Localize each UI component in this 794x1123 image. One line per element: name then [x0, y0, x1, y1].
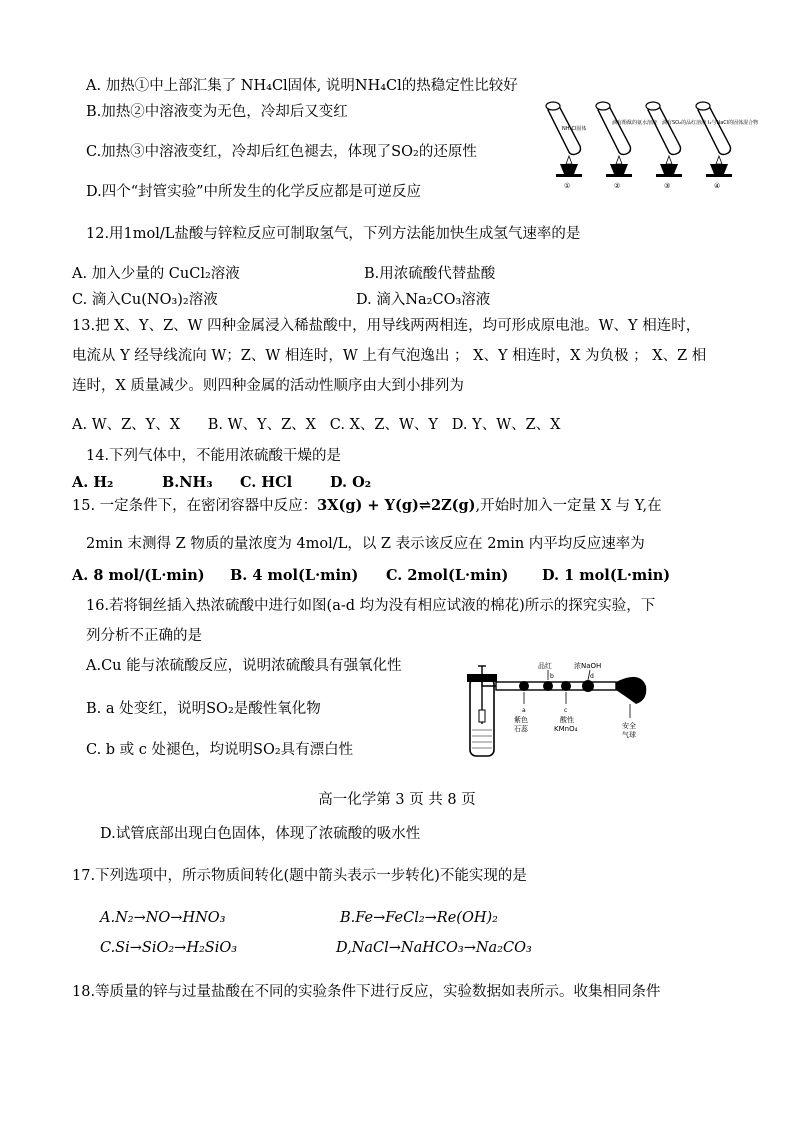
- q15-option-a: A. 8 mol/(L·min): [72, 567, 205, 584]
- q14-option-c: C. HCl: [240, 474, 293, 491]
- q15-stem-post: ,开始时加入一定量 X 与 Y,在: [475, 498, 662, 514]
- q16-apparatus-figure: [462, 660, 662, 758]
- tube-2-label: 滴有酚酞的氨水溶液: [612, 120, 658, 126]
- q15-stem-pre: 15. 一定条件下，在密闭容器中反应：: [72, 498, 318, 514]
- safety-line-2: 气球: [622, 731, 636, 739]
- tube-4-label: I₂与NaCl的固体混合物: [708, 120, 759, 126]
- q13-line-1: 13.把 X、Y、Z、W 四种金属浸入稀盐酸中，用导线两两相连，均可形成原电池。W、Y 相连时，: [72, 318, 701, 334]
- kmno4-line-1: 酸性: [560, 716, 574, 724]
- tube-1-label: NH₄Cl固体: [562, 126, 587, 132]
- q15-option-d: D. 1 mol(L·min): [542, 567, 671, 584]
- q17-option-d: D,NaCl→NaHCO₃→Na₂CO₃: [336, 940, 532, 956]
- q17-option-a: A.N₂→NO→HNO₃: [100, 910, 226, 926]
- q15-option-c: C. 2mol(L·min): [386, 567, 509, 584]
- sealed-tube-1: [546, 102, 586, 190]
- q14-option-d: D. O₂: [330, 474, 372, 491]
- q14-stem: 14.下列气体中，不能用浓硫酸干燥的是: [86, 448, 342, 464]
- q11-sealed-tubes-figure: [540, 98, 759, 190]
- label-pinhong: 品红: [538, 662, 552, 670]
- q12-option-a: A. 加入少量的 CuCl₂溶液: [72, 266, 240, 282]
- tube-4-number: ④: [714, 182, 721, 190]
- safety-balloon: [616, 677, 646, 704]
- tube-3-label: 滴有SO₂的品红溶液: [662, 120, 707, 126]
- q11-option-b: B.加热②中溶液变为无色，冷却后又变红: [86, 104, 348, 120]
- q16-option-c: C. b 或 c 处褪色，均说明SO₂具有漂白性: [86, 742, 354, 758]
- q12-option-c: C. 滴入Cu(NO₃)₂溶液: [72, 292, 218, 308]
- q16-line-1: 16.若将铜丝插入热浓硫酸中进行如图(a-d 均为没有相应试液的棉花)所示的探究实验，下: [86, 598, 656, 614]
- q16-line-2: 列分析不正确的是: [86, 628, 202, 644]
- q15-stem: [72, 496, 662, 516]
- q12-stem: 12.用1mol/L盐酸与锌粒反应可制取氢气，下列方法能加快生成氢气速率的是: [86, 226, 581, 242]
- cotton-a: [519, 681, 529, 691]
- label-safety: [622, 721, 636, 739]
- q17-option-b: B.Fe→FeCl₂→Re(OH)₂: [340, 910, 498, 926]
- sealed-tube-4: [696, 102, 758, 190]
- q12-option-b: B.用浓硫酸代替盐酸: [364, 266, 496, 282]
- q15-line-2: 2min 末测得 Z 物质的量浓度为 4mol/L，以 Z 表示该反应在 2min 内平均反应速率为: [86, 536, 645, 552]
- kmno4-line-2: KMnO₄: [554, 725, 578, 733]
- label-kmno4: [554, 715, 578, 733]
- q13-line-2: 电流从 Y 经导线流向 W；Z、W 相连时，W 上有气泡逸出 ； X、Y 相连时，X 为负极 ； X、Z 相: [72, 348, 707, 364]
- label-d: d: [590, 673, 594, 680]
- cotton-c: [561, 681, 571, 691]
- tube-2-number: ②: [614, 182, 621, 190]
- label-litmus: [514, 715, 529, 733]
- page-footer: 高一化学第 3 页 共 8 页: [318, 792, 476, 808]
- q14-option-b: B.NH₃: [162, 474, 213, 491]
- q15-option-b: B. 4 mol(L·min): [230, 567, 359, 584]
- cotton-b: [543, 681, 553, 691]
- q11-option-d: D.四个“封管实验”中所发生的化学反应都是可逆反应: [86, 184, 422, 200]
- q17-stem: 17.下列选项中，所示物质间转化(题中箭头表示一步转化)不能实现的是: [72, 868, 527, 884]
- litmus-line-1: 紫色: [514, 716, 528, 724]
- q16-option-a: A.Cu 能与浓硫酸反应，说明浓硫酸具有强氧化性: [86, 658, 402, 674]
- q15-equation: 3X(g) + Y(g)⇌2Z(g): [317, 497, 476, 514]
- sealed-tube-2: [596, 102, 657, 190]
- q11-option-c: C.加热③中溶液变红，冷却后红色褪去，体现了SO₂的还原性: [86, 144, 477, 160]
- label-naoh: 浓NaOH: [574, 662, 602, 670]
- q12-option-d: D. 滴入Na₂CO₃溶液: [356, 292, 491, 308]
- safety-line-1: 安全: [622, 722, 636, 730]
- tube-1-number: ①: [564, 182, 571, 190]
- q16-option-b: B. a 处变红，说明SO₂是酸性氧化物: [86, 701, 321, 717]
- sealed-tube-3: [646, 102, 706, 190]
- label-c: c: [564, 707, 568, 714]
- q11-option-a: A. 加热①中上部汇集了 NH₄Cl固体, 说明NH₄Cl的热稳定性比较好: [86, 78, 518, 94]
- litmus-line-2: 石蕊: [514, 725, 528, 733]
- cotton-d: [582, 680, 594, 692]
- label-a: a: [522, 707, 526, 714]
- label-b: b: [550, 673, 554, 680]
- q13-line-3: 连时，X 质量减少。则四种金属的活动性顺序由大到小排列为: [72, 378, 464, 394]
- q13-options: A. W、Z、Y、X B. W、Y、Z、X C. X、Z、W、Y D. Y、W、Z、X: [72, 417, 561, 433]
- tube-3-number: ③: [664, 182, 671, 190]
- q17-option-c: C.Si→SiO₂→H₂SiO₃: [100, 940, 238, 956]
- q14-option-a: A. H₂: [72, 474, 114, 491]
- q18-stem: 18.等质量的锌与过量盐酸在不同的实验条件下进行反应，实验数据如表所示。收集相同条件: [72, 984, 661, 1000]
- q16-option-d: D.试管底部出现白色固体，体现了浓硫酸的吸水性: [100, 826, 421, 842]
